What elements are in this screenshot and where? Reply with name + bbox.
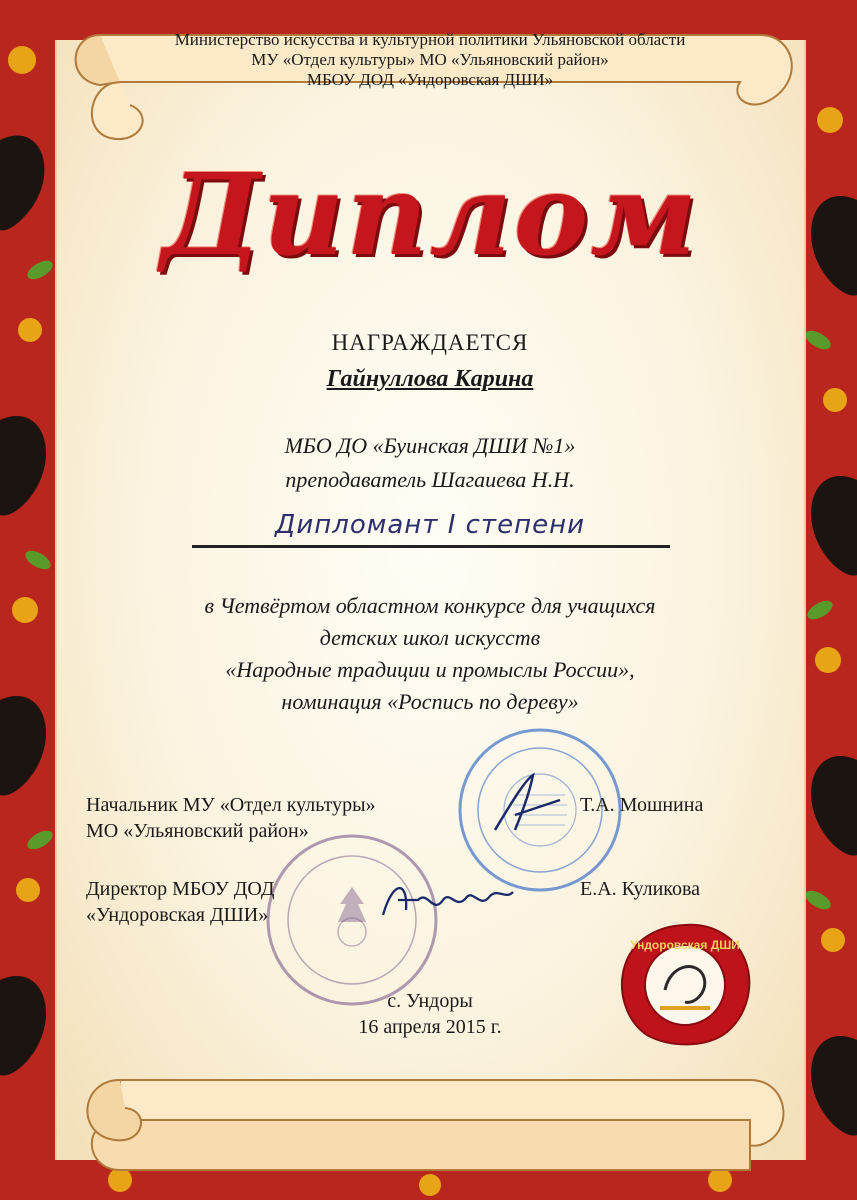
scroll-bottom-ornament [60, 1040, 800, 1190]
head-title-line-2: МО «Ульяновский район» [86, 820, 309, 842]
recipient-school: МБО ДО «Буинская ДШИ №1» [284, 433, 576, 458]
place: с. Ундоры [387, 990, 473, 1012]
head-name: Т.А. Мошнина [580, 794, 704, 816]
degree-handwritten: Дипломант I степени [275, 510, 585, 540]
director-name: Е.А. Куликова [580, 878, 701, 900]
seal-text: Ундоровская ДШИ [630, 938, 740, 952]
director-title-line-1: Директор МБОУ ДОД [86, 878, 275, 900]
contest-line-3: «Народные традиции и промыслы России», [225, 657, 635, 682]
director-signature [378, 870, 518, 930]
contest-line-1: в Четвёртом областном конкурсе для учащихся [204, 593, 656, 618]
head-title-line-1: Начальник МУ «Отдел культуры» [86, 794, 376, 816]
teacher-name: преподаватель Шагаиева Н.Н. [285, 467, 575, 492]
diploma-title: Диплом [161, 150, 699, 281]
awarded-label: НАГРАЖДАЕТСЯ [331, 330, 529, 355]
head-signature [485, 770, 565, 840]
date: 16 апреля 2015 г. [358, 1016, 502, 1038]
contest-line-2: детских школ искусств [319, 625, 541, 650]
recipient-name: Гайнуллова Карина [326, 366, 534, 392]
director-title-line-2: «Ундоровская ДШИ» [86, 904, 269, 926]
header-department: МУ «Отдел культуры» МО «Ульяновский район» [251, 50, 609, 69]
contest-line-4: номинация «Роспись по дереву» [281, 689, 579, 714]
header-ministry: Министерство искусства и культурной политики Ульяновской области [174, 30, 686, 49]
header-school: МБОУ ДОД «Ундоровская ДШИ» [306, 70, 554, 89]
degree-underline [192, 545, 670, 548]
